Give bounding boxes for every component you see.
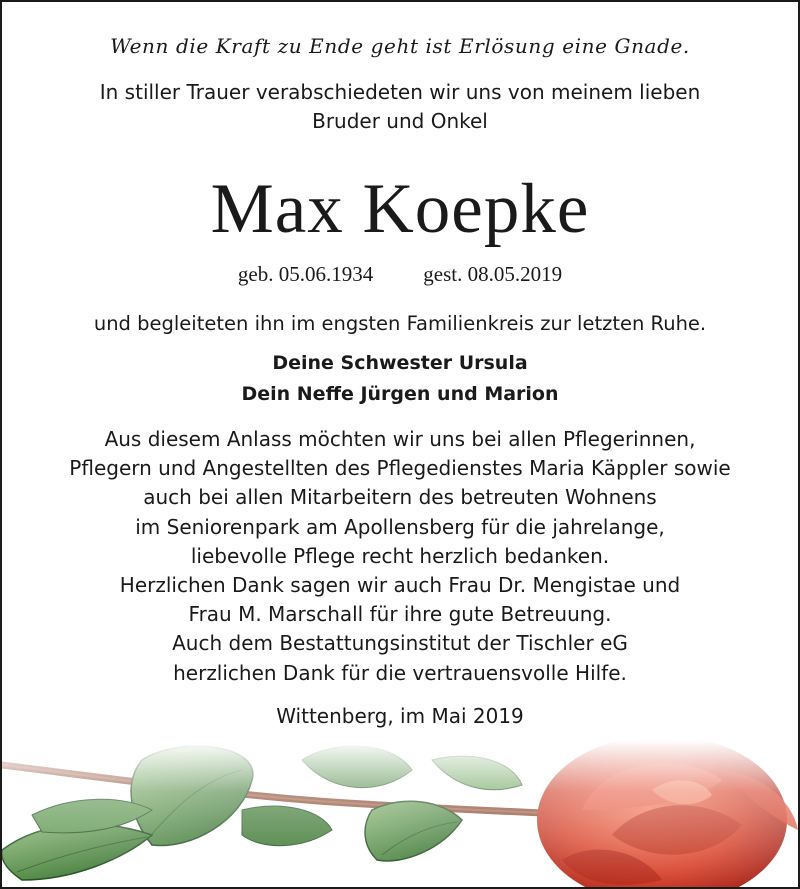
thanks-line: auch bei allen Mitarbeitern des betreuten Wohnens bbox=[143, 485, 657, 510]
intro-line: In stiller Trauer verabschiedeten wir uns von meinem lieben bbox=[99, 80, 701, 104]
thanks-line: Herzlichen Dank sagen wir auch Frau Dr. Mengistae und bbox=[119, 573, 681, 598]
thanks-line: herzlichen Dank für die vertrauensvolle Hilfe. bbox=[173, 660, 627, 685]
mourners bbox=[2, 348, 798, 410]
mourner-line: Dein Neffe Jürgen und Marion bbox=[241, 383, 559, 405]
farewell-text: und begleiteten ihn im engsten Familienkreis zur letzten Ruhe. bbox=[93, 312, 707, 335]
place-and-date: Wittenberg, im Mai 2019 bbox=[276, 704, 524, 728]
thanks-line: Aus diesem Anlass möchten wir uns bei allen Pflegerinnen, bbox=[104, 427, 696, 451]
birth-date: geb. 05.06.1934 bbox=[237, 262, 374, 286]
thanks-text bbox=[2, 425, 798, 688]
rose-image bbox=[2, 740, 798, 887]
intro-text bbox=[2, 78, 798, 136]
thanks-line: Frau M. Marschall für ihre gute Betreuung. bbox=[188, 602, 612, 627]
thanks-line: Auch dem Bestattungsinstitut der Tischler eG bbox=[172, 631, 628, 656]
death-date: gest. 08.05.2019 bbox=[423, 262, 563, 286]
mourner-line: Deine Schwester Ursula bbox=[272, 352, 528, 374]
motto: Wenn die Kraft zu Ende geht ist Erlösung eine Gnade. bbox=[110, 34, 690, 58]
intro-line: Bruder und Onkel bbox=[312, 109, 488, 133]
thanks-line: im Seniorenpark am Apollensberg für die jahrelange, bbox=[135, 514, 665, 539]
life-dates bbox=[2, 262, 798, 287]
thanks-line: Pflegern und Angestellten des Pflegedienstes Maria Käppler sowie bbox=[69, 456, 731, 481]
thanks-line: liebevolle Pflege recht herzlich bedanken. bbox=[190, 543, 610, 568]
deceased-name: Max Koepke bbox=[210, 170, 590, 248]
